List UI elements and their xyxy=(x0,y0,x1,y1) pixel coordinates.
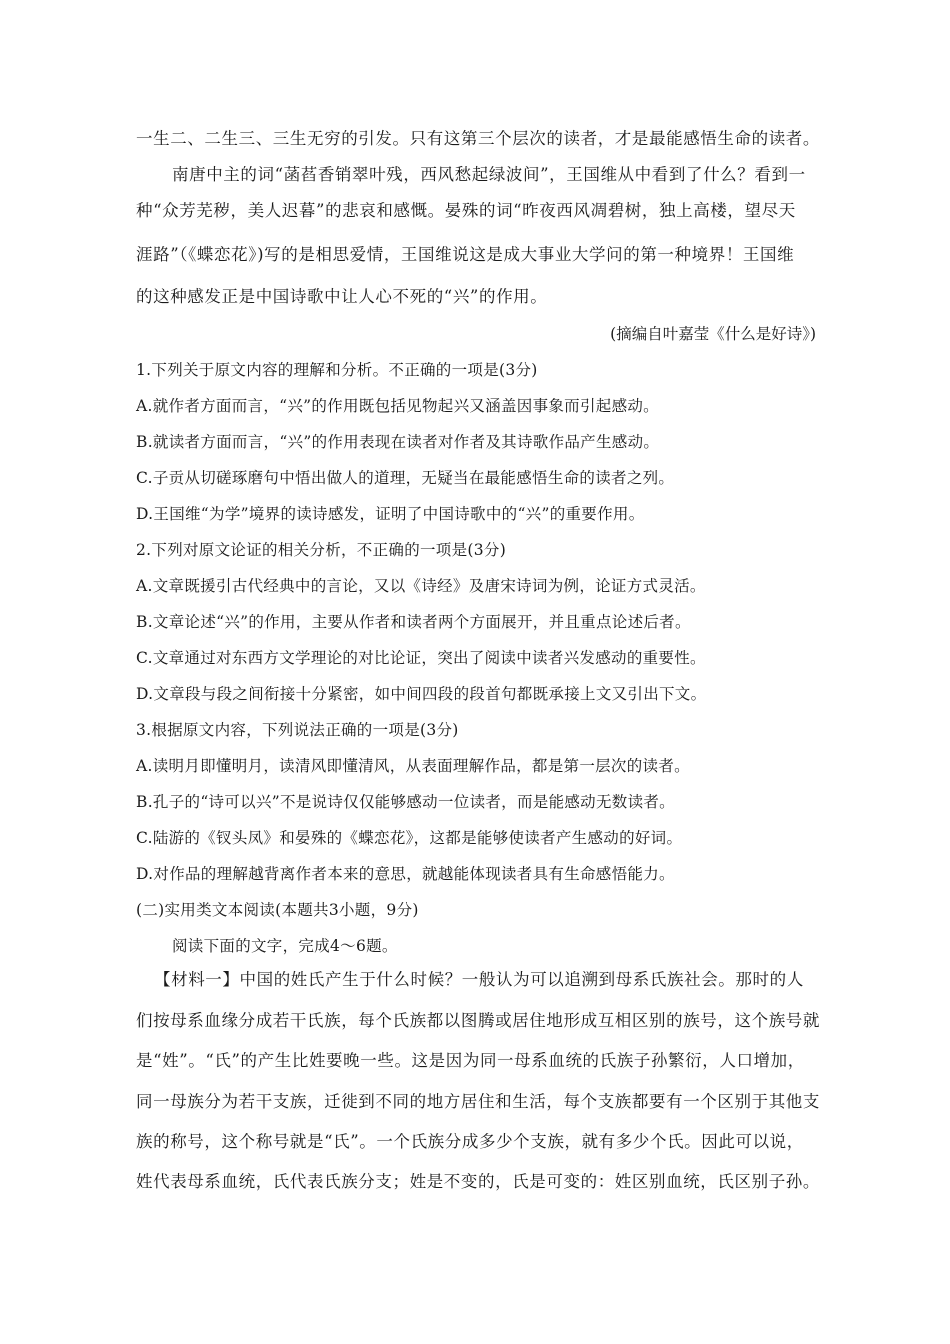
material-line: 【材料一】中国的姓氏产生于什么时候？一般认为可以追溯到母系氏族社会。那时的人 xyxy=(154,970,804,989)
material-line: 是“姓”。“氏”的产生比姓要晚一些。这是因为同一母系血统的氏族子孙繁衍，人口增加， xyxy=(136,1051,805,1070)
material-line: 们按母系血缘分成若干氏族，每个氏族都以图腾或居住地形成互相区别的族号，这个族号就 xyxy=(136,1011,820,1030)
passage-line: 的这种感发正是中国诗歌中让人心不死的“兴”的作用。 xyxy=(136,287,548,306)
material-line: 族的称号，这个称号就是“氏”。一个氏族分成多少个支族，就有多少个氏。因此可以说， xyxy=(136,1132,804,1151)
question-option: C.文章通过对东西方文学理论的对比论证，突出了阅读中读者兴发感动的重要性。 xyxy=(136,649,706,667)
question-option: A.就作者方面而言，“兴”的作用既包括见物起兴又涵盖因事象而引起感动。 xyxy=(136,397,659,415)
passage-line: 南唐中主的词“菡萏香销翠叶残，西风愁起绿波间”，王国维从中看到了什么？看到一 xyxy=(172,165,806,184)
question-option: C.陆游的《钗头凤》和晏殊的《蝶恋花》，这都是能够使读者产生感动的好词。 xyxy=(136,829,683,847)
material-line: 同一母族分为若干支族，迁徙到不同的地方居住和生活，每个支族都要有一个区别于其他支 xyxy=(136,1092,820,1111)
question-option: A.文章既援引古代经典中的言论，又以《诗经》及唐宋诗词为例，论证方式灵活。 xyxy=(136,577,706,595)
section-heading: (二)实用类文本阅读(本题共3小题，9分) xyxy=(136,901,419,919)
material-line: 姓代表母系血统，氏代表氏族分支；姓是不变的，氏是可变的：姓区别血统，氏区别子孙。 xyxy=(136,1172,820,1191)
passage-line: 种“众芳芜秽，美人迟暮”的悲哀和感慨。晏殊的词“昨夜西风凋碧树，独上高楼，望尽天 xyxy=(136,201,796,220)
question-option: B.文章论述“兴”的作用，主要从作者和读者两个方面展开，并且重点论述后者。 xyxy=(136,613,691,631)
passage-line: 涯路”（《蝶恋花》)写的是相思爱情，王国维说这是成大事业大学问的第一种境界！王国维 xyxy=(136,245,795,264)
question-option: A.读明月即懂明月，读清风即懂清风，从表面理解作品，都是第一层次的读者。 xyxy=(136,757,690,775)
section-instruction: 阅读下面的文字，完成4～6题。 xyxy=(172,937,398,955)
question-option: B.就读者方面而言，“兴”的作用表现在读者对作者及其诗歌作品产生感动。 xyxy=(136,433,660,451)
question-option: C.子贡从切磋琢磨句中悟出做人的道理，无疑当在最能感悟生命的读者之列。 xyxy=(136,469,675,487)
question-option: B.孔子的“诗可以兴”不是说诗仅仅能够感动一位读者，而是能感动无数读者。 xyxy=(136,793,675,811)
passage-line: 一生二、二生三、三生无穷的引发。只有这第三个层次的读者，才是最能感悟生命的读者。 xyxy=(136,129,820,148)
question-option: D.对作品的理解越背离作者本来的意思，就越能体现读者具有生命感悟能力。 xyxy=(136,865,675,883)
source-citation: (摘编自叶嘉莹《什么是好诗》) xyxy=(610,325,816,343)
question-option: D.文章段与段之间衔接十分紧密，如中间四段的段首句都既承接上文又引出下文。 xyxy=(136,685,707,703)
question-option: D.王国维“为学”境界的读诗感发，证明了中国诗歌中的“兴”的重要作用。 xyxy=(136,505,645,523)
question-stem: 3.根据原文内容，下列说法正确的一项是(3分) xyxy=(136,721,459,739)
question-stem: 1.下列关于原文内容的理解和分析。不正确的一项是(3分) xyxy=(136,361,538,379)
question-stem: 2.下列对原文论证的相关分析，不正确的一项是(3分) xyxy=(136,541,507,559)
